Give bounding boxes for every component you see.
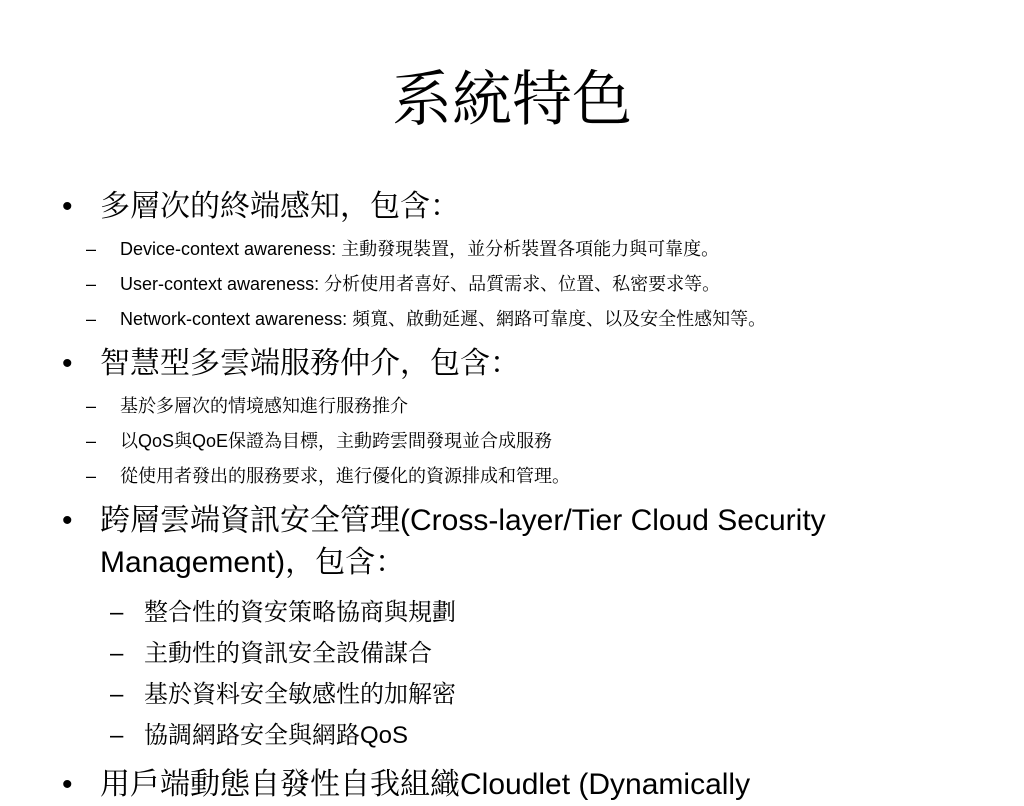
sub-item-text: User-context awareness: 分析使用者喜好、品質需求、位置、私密要求等。	[120, 274, 721, 294]
dash-icon: –	[110, 722, 124, 749]
sub-list	[62, 592, 962, 756]
bullet-dot-icon: •	[62, 347, 73, 380]
bullet-item	[62, 500, 962, 584]
bullet-item	[62, 186, 962, 228]
sub-item-text: Device-context awareness: 主動發現裝置，並分析裝置各項能力與可靠度。	[120, 239, 720, 259]
sub-item-text: Network-context awareness: 頻寬、啟動延遲、網路可靠度、以及安全性感知等。	[120, 309, 767, 329]
dash-icon: –	[86, 396, 97, 416]
sub-item-text: 從使用者發出的服務要求，進行優化的資源排成和管理。	[120, 466, 570, 486]
sub-item	[62, 674, 962, 715]
bullet-text: 跨層雲端資訊安全管理(Cross-layer/Tier Cloud Security Management)，包含：	[100, 504, 826, 579]
bullet-dot-icon: •	[62, 768, 73, 801]
sub-item-text: 以QoS與QoE保證為目標，主動跨雲間發現並合成服務	[120, 431, 553, 451]
sub-item	[62, 715, 962, 756]
sub-item	[62, 633, 962, 674]
dash-icon: –	[86, 309, 97, 329]
dash-icon: –	[110, 599, 124, 626]
sub-list	[62, 232, 962, 337]
sub-item	[62, 267, 962, 302]
dash-icon: –	[86, 274, 97, 294]
slide-title: 系統特色	[392, 67, 632, 133]
sub-list	[62, 389, 962, 494]
sub-item	[62, 232, 962, 267]
bullet-text: 用戶端動態自發性自我組織Cloudlet (Dynamically	[100, 768, 751, 801]
sub-item	[62, 592, 962, 633]
bullet-text: 智慧型多雲端服務仲介，包含：	[100, 347, 520, 380]
sub-item-text: 主動性的資訊安全設備謀合	[144, 640, 432, 667]
sub-item	[62, 302, 962, 337]
sub-item	[62, 424, 962, 459]
sub-item-text: 基於多層次的情境感知進行服務推介	[120, 396, 408, 416]
bullet-dot-icon: •	[62, 504, 73, 537]
bullet-item	[62, 343, 962, 385]
dash-icon: –	[86, 466, 97, 486]
dash-icon: –	[86, 431, 97, 451]
sub-item	[62, 459, 962, 494]
sub-item	[62, 389, 962, 424]
sub-item-text: 整合性的資安策略協商與規劃	[144, 599, 456, 626]
dash-icon: –	[86, 239, 97, 259]
dash-icon: –	[110, 640, 124, 667]
dash-icon: –	[110, 681, 124, 708]
bullet-dot-icon: •	[62, 190, 73, 223]
bullet-text: 多層次的終端感知，包含：	[100, 190, 460, 223]
sub-item-text: 協調網路安全與網路QoS	[144, 722, 409, 749]
bullet-item	[62, 764, 962, 806]
slide-content	[62, 186, 962, 806]
sub-item-text: 基於資料安全敏感性的加解密	[144, 681, 456, 708]
